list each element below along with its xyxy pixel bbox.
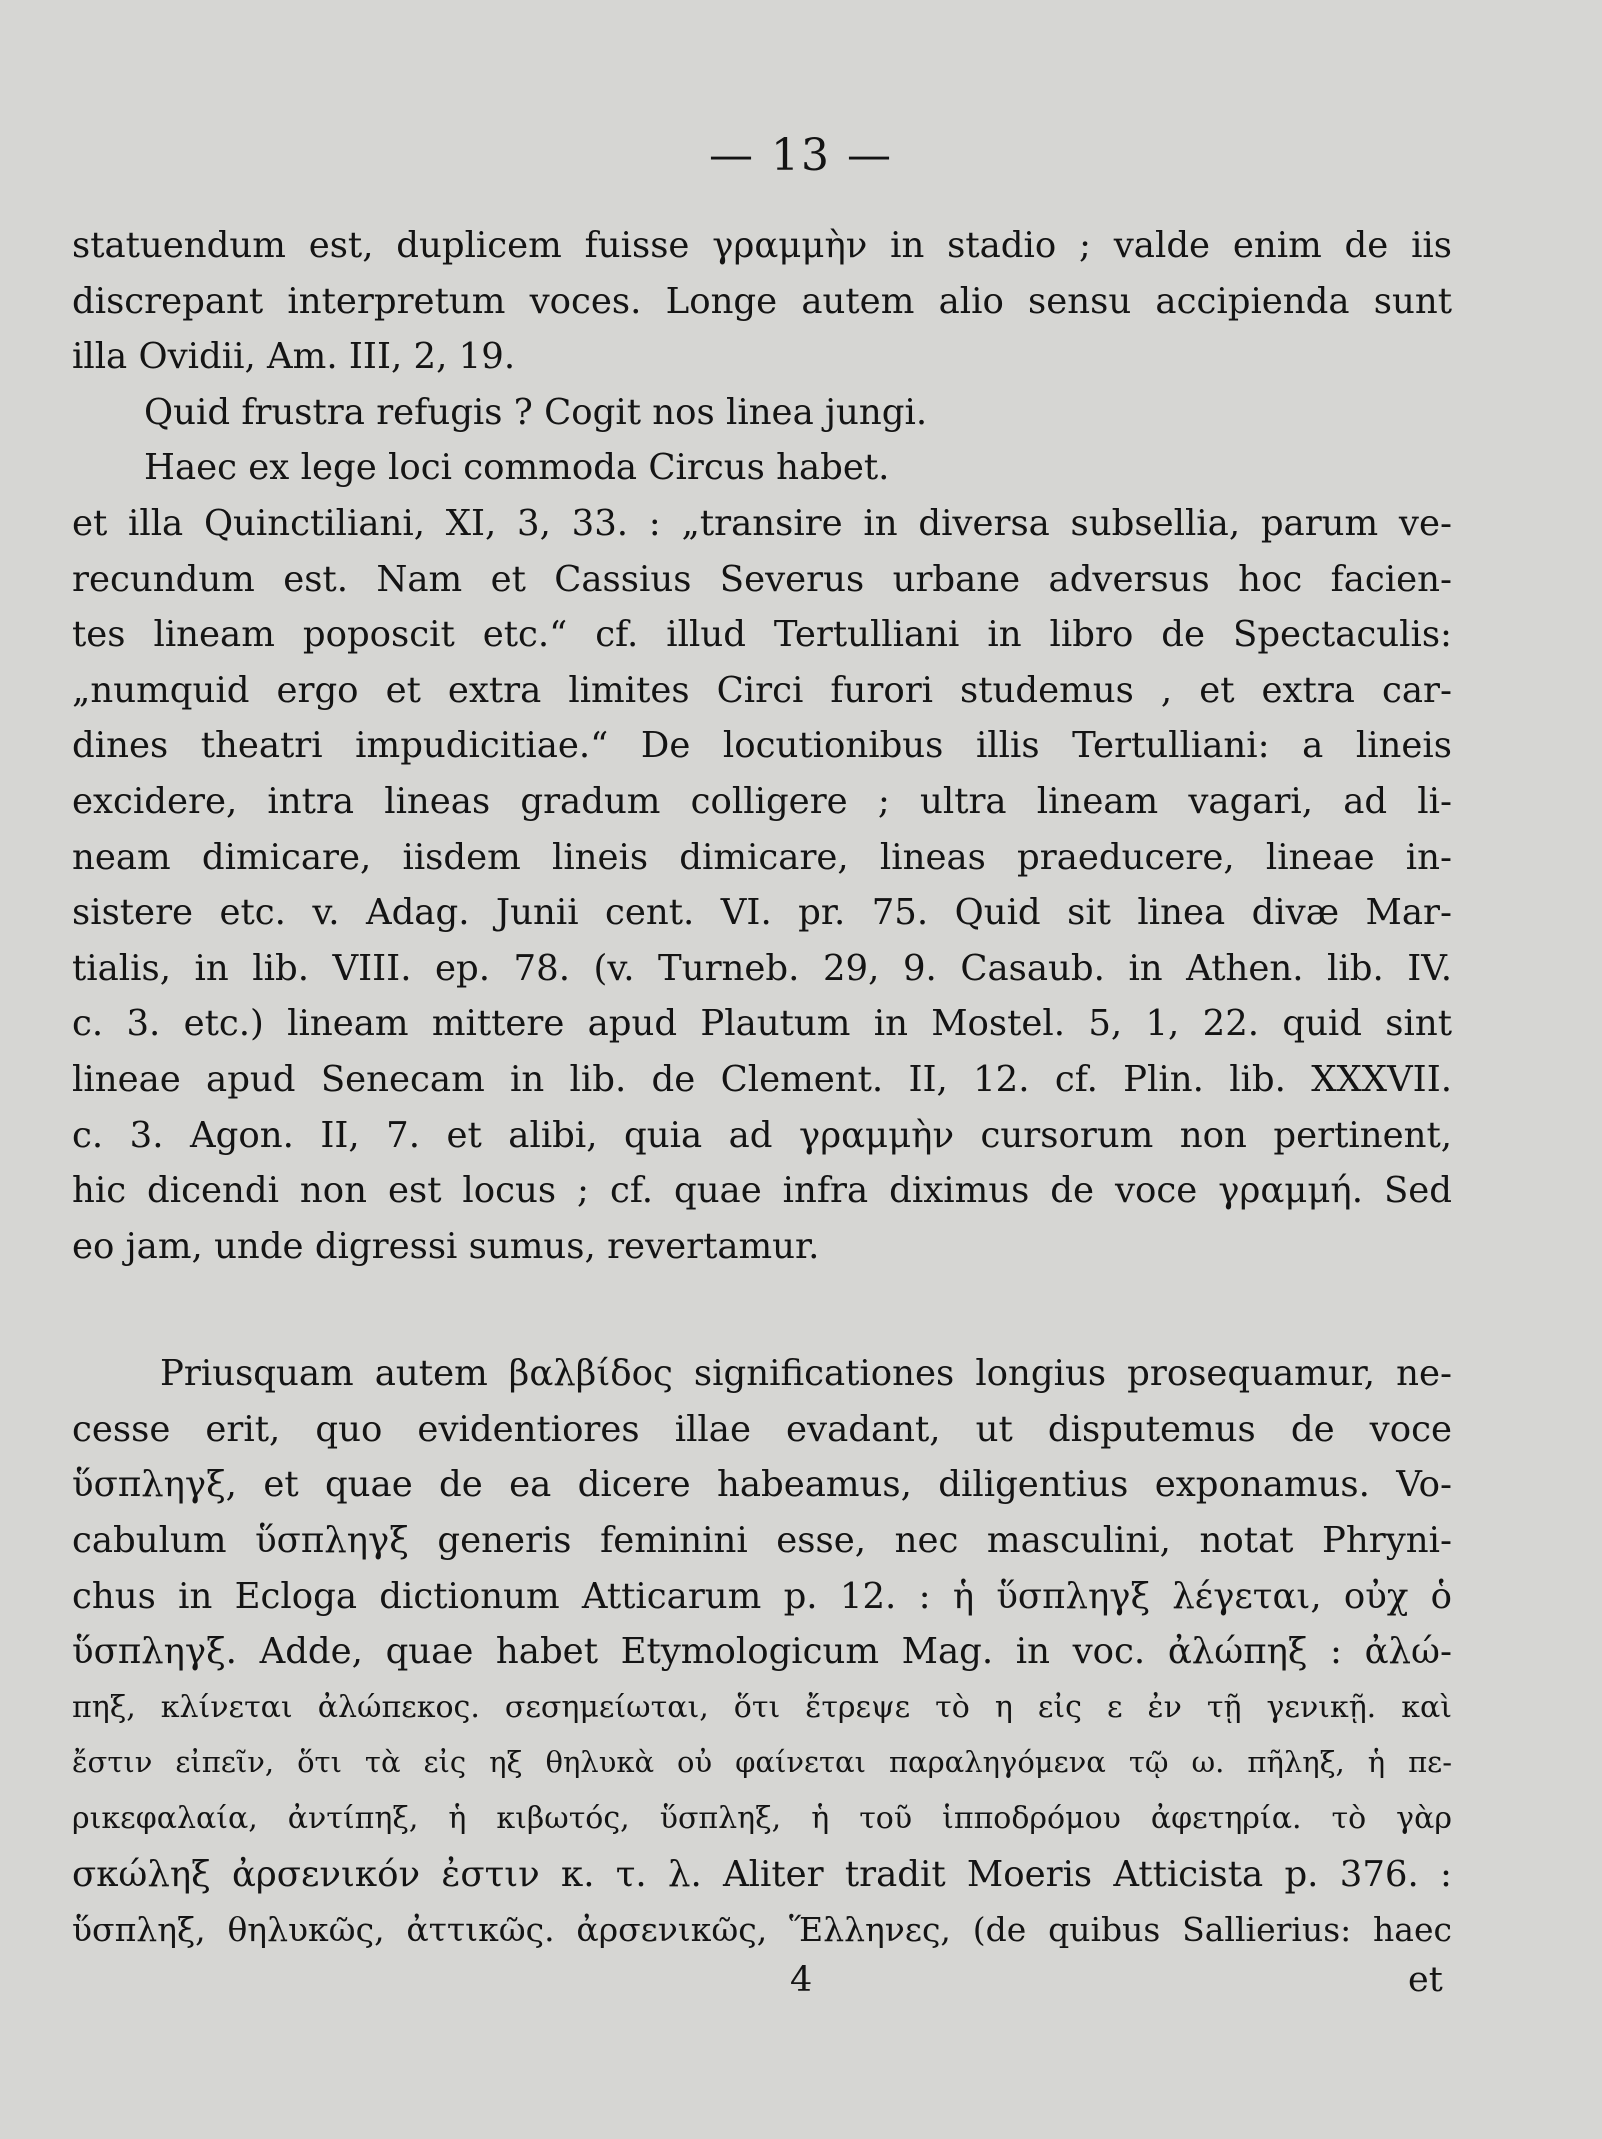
signature-mark: 4 — [790, 1960, 813, 2000]
text-line: c. 3. Agon. II, 7. et alibi, quia ad γραμμὴν cursorum non pertinent, — [72, 1114, 1452, 1156]
paragraph-gap — [72, 1274, 1452, 1346]
text-line: Priusquam autem βαλβίδος significationes longius prosequamur, ne- — [160, 1353, 1452, 1395]
catchword: et — [1408, 1960, 1443, 2000]
verse-line: Haec ex lege loci commoda Circus habet. — [144, 447, 890, 489]
text-line: tialis, in lib. VIII. ep. 78. (v. Turneb. 29, 9. Casaub. in Athen. lib. IV. — [72, 947, 1452, 989]
paragraph-2 — [72, 1346, 1452, 1958]
verse-line: Quid frustra refugis ? Cogit nos linea jungi. — [144, 391, 928, 433]
text-line: πηξ, κλίνεται ἀλώπεκος. σεσημείωται, ὅτι ἔτρεψε τὸ η εἰς ε ἐν τῇ γενικῇ. καὶ — [72, 1689, 1452, 1725]
text-line: ὕσπληξ, θηλυκῶς, ἀττικῶς. ἀρσενικῶς, Ἕλληνες, (de quibus Sallierius: haec — [72, 1910, 1452, 1950]
text-line: lineae apud Senecam in lib. de Clement. II, 12. cf. Plin. lib. XXXVII. — [72, 1058, 1452, 1100]
text-line: dines theatri impudicitiae.“ De locutionibus illis Tertulliani: a lineis — [72, 725, 1452, 767]
text-line: „numquid ergo et extra limites Circi furori studemus , et extra car- — [72, 669, 1452, 711]
text-line: cabulum ὕσπληγξ generis feminini esse, nec masculini, notat Phryni- — [72, 1520, 1452, 1562]
text-line: σκώληξ ἀρσενικόν ἐστιν κ. τ. λ. Aliter tradit Moeris Atticista p. 376. : — [72, 1853, 1452, 1895]
text-line: cesse erit, quo evidentiores illae evadant, ut disputemus de voce — [72, 1408, 1452, 1450]
text-line: illa Ovidii, Am. III, 2, 19. — [72, 336, 516, 378]
text-line: ὕσπληγξ, et quae de ea dicere habeamus, diligentius exponamus. Vo- — [72, 1464, 1452, 1506]
text-line: tes lineam poposcit etc.“ cf. illud Tertulliani in libro de Spectaculis: — [72, 614, 1452, 656]
text-line: ρικεφαλαία, ἀντίπηξ, ἡ κιβωτός, ὕσπληξ, ἡ τοῦ ἱπποδρόμου ἀφετηρία. τὸ γὰρ — [72, 1801, 1452, 1837]
page-footer — [0, 1960, 1602, 2020]
text-line: eo jam, unde digressi sumus, revertamur. — [72, 1225, 820, 1267]
text-line: discrepant interpretum voces. Longe autem alio sensu accipienda sunt — [72, 280, 1452, 322]
text-line: neam dimicare, iisdem lineis dimicare, lineas praeducere, lineae in- — [72, 836, 1452, 878]
page-number: — 13 — — [709, 130, 893, 181]
page-body — [72, 218, 1452, 1958]
text-line: sistere etc. v. Adag. Junii cent. VI. pr. 75. Quid sit linea divæ Mar- — [72, 892, 1452, 934]
text-line: et illa Quinctiliani, XI, 3, 33. : „transire in diversa subsellia, parum ve- — [72, 502, 1452, 544]
text-line: ἔστιν εἰπεῖν, ὅτι τὰ εἰς ηξ θηλυκὰ οὐ φαίνεται παραληγόμενα τῷ ω. πῆληξ, ἡ πε- — [72, 1745, 1452, 1780]
text-line: excidere, intra lineas gradum colligere ; ultra lineam vagari, ad li- — [72, 780, 1452, 822]
paragraph-1 — [72, 218, 1452, 1274]
text-line: chus in Ecloga dictionum Atticarum p. 12. : ἡ ὕσπληγξ λέγεται, οὐχ ὁ — [72, 1575, 1452, 1617]
text-line: ὕσπληγξ. Adde, quae habet Etymologicum Mag. in voc. ἀλώπηξ : ἀλώ- — [72, 1631, 1452, 1673]
text-line: statuendum est, duplicem fuisse γραμμὴν in stadio ; valde enim de iis — [72, 225, 1452, 266]
text-line: c. 3. etc.) lineam mittere apud Plautum in Mostel. 5, 1, 22. quid sint — [72, 1003, 1452, 1045]
text-line: recundum est. Nam et Cassius Severus urbane adversus hoc facien- — [72, 558, 1452, 600]
text-line: hic dicendi non est locus ; cf. quae infra diximus de voce γραμμή. Sed — [72, 1170, 1452, 1212]
